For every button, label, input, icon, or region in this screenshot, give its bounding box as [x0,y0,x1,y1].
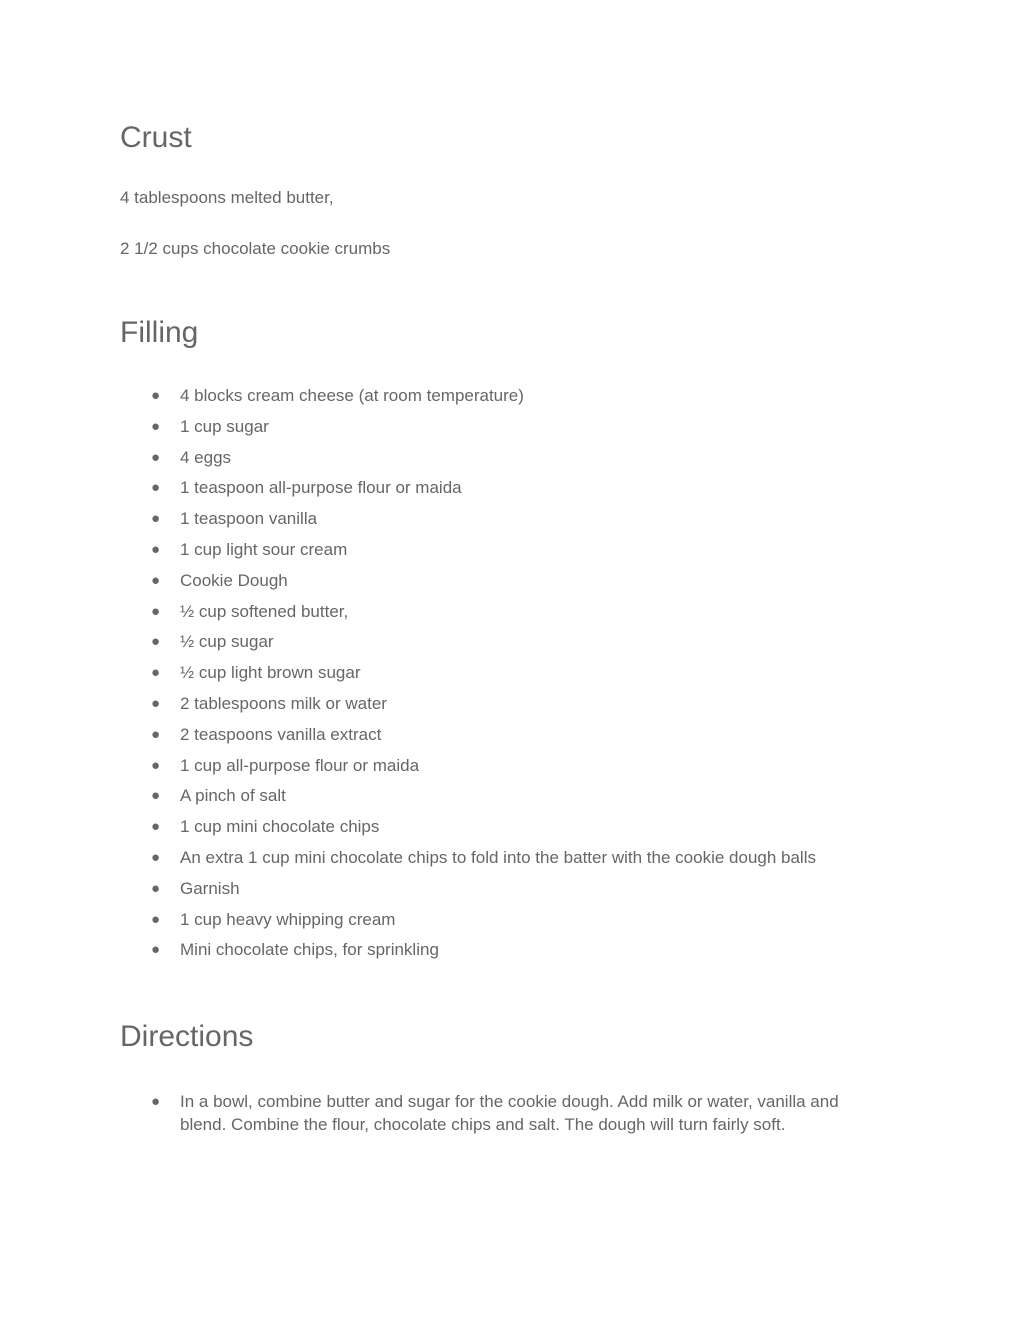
list-item [120,448,816,479]
list-item-text: In a bowl, combine butter and sugar for the cookie dough. Add milk or water, vanilla and blend. Combine the flour, chocolate chips and salt. The dough will turn fairly soft. [180,1092,839,1134]
list-item-text: Mini chocolate chips, for sprinkling [180,940,439,960]
list-item-text: ½ cup sugar [180,632,274,652]
bullet-icon: ● [151,571,161,589]
list-item [120,632,816,663]
list-item [120,756,816,787]
bullet-icon: ● [151,848,161,866]
list-item [120,725,816,756]
crust-line: 2 1/2 cups chocolate cookie crumbs [120,239,391,258]
bullet-icon: ● [151,510,161,528]
list-item [120,694,816,725]
bullet-icon: ● [151,756,161,774]
list-item-text: 1 cup sugar [180,416,269,436]
list-item [120,417,816,448]
crust-line: 4 tablespoons melted butter, [120,188,334,207]
list-item-text: 1 cup light sour cream [180,539,348,559]
bullet-icon: ● [151,448,161,466]
list-item [120,571,816,602]
list-item-text: 2 tablespoons milk or water [180,693,387,713]
list-item [120,848,816,879]
crust-heading: Crust [120,121,192,154]
list-item [120,386,816,417]
bullet-icon: ● [151,1093,161,1110]
bullet-icon: ● [151,879,161,897]
bullet-icon: ● [151,633,161,651]
list-item [120,602,816,633]
list-item [120,910,816,941]
bullet-icon: ● [151,417,161,435]
list-item [120,1090,880,1136]
list-item-text: Cookie Dough [180,570,288,590]
bullet-icon: ● [151,602,161,620]
list-item [120,478,816,509]
list-item-text: Garnish [180,878,240,898]
bullet-icon: ● [151,941,161,959]
list-item-text: 4 blocks cream cheese (at room temperature) [180,386,524,405]
list-item-text: 1 cup heavy whipping cream [180,909,396,929]
filling-list [120,386,816,971]
list-item [120,817,816,848]
list-item [120,879,816,910]
bullet-icon: ● [151,664,161,682]
bullet-icon: ● [151,694,161,712]
list-item [120,663,816,694]
list-item [120,509,816,540]
list-item-text: 2 teaspoons vanilla extract [180,724,382,744]
list-item-text: A pinch of salt [180,786,286,806]
bullet-icon: ● [151,787,161,805]
list-item-text: ½ cup light brown sugar [180,663,361,683]
bullet-icon: ● [151,725,161,743]
bullet-icon: ● [151,540,161,558]
directions-heading: Directions [120,1020,254,1053]
list-item-text: 1 cup mini chocolate chips [180,817,380,837]
directions-list [120,1090,880,1136]
bullet-icon: ● [151,387,161,404]
list-item [120,786,816,817]
list-item [120,540,816,571]
list-item-text: An extra 1 cup mini chocolate chips to fold into the batter with the cookie dough balls [180,847,816,867]
list-item-text: ½ cup softened butter, [180,601,349,621]
list-item-text: 1 cup all-purpose flour or maida [180,755,420,775]
bullet-icon: ● [151,910,161,928]
list-item-text: 1 teaspoon vanilla [180,509,318,529]
bullet-icon: ● [151,818,161,836]
list-item [120,940,816,971]
list-item-text: 1 teaspoon all-purpose flour or maida [180,478,462,498]
list-item-text: 4 eggs [180,447,232,467]
bullet-icon: ● [151,479,161,497]
filling-heading: Filling [120,316,199,349]
